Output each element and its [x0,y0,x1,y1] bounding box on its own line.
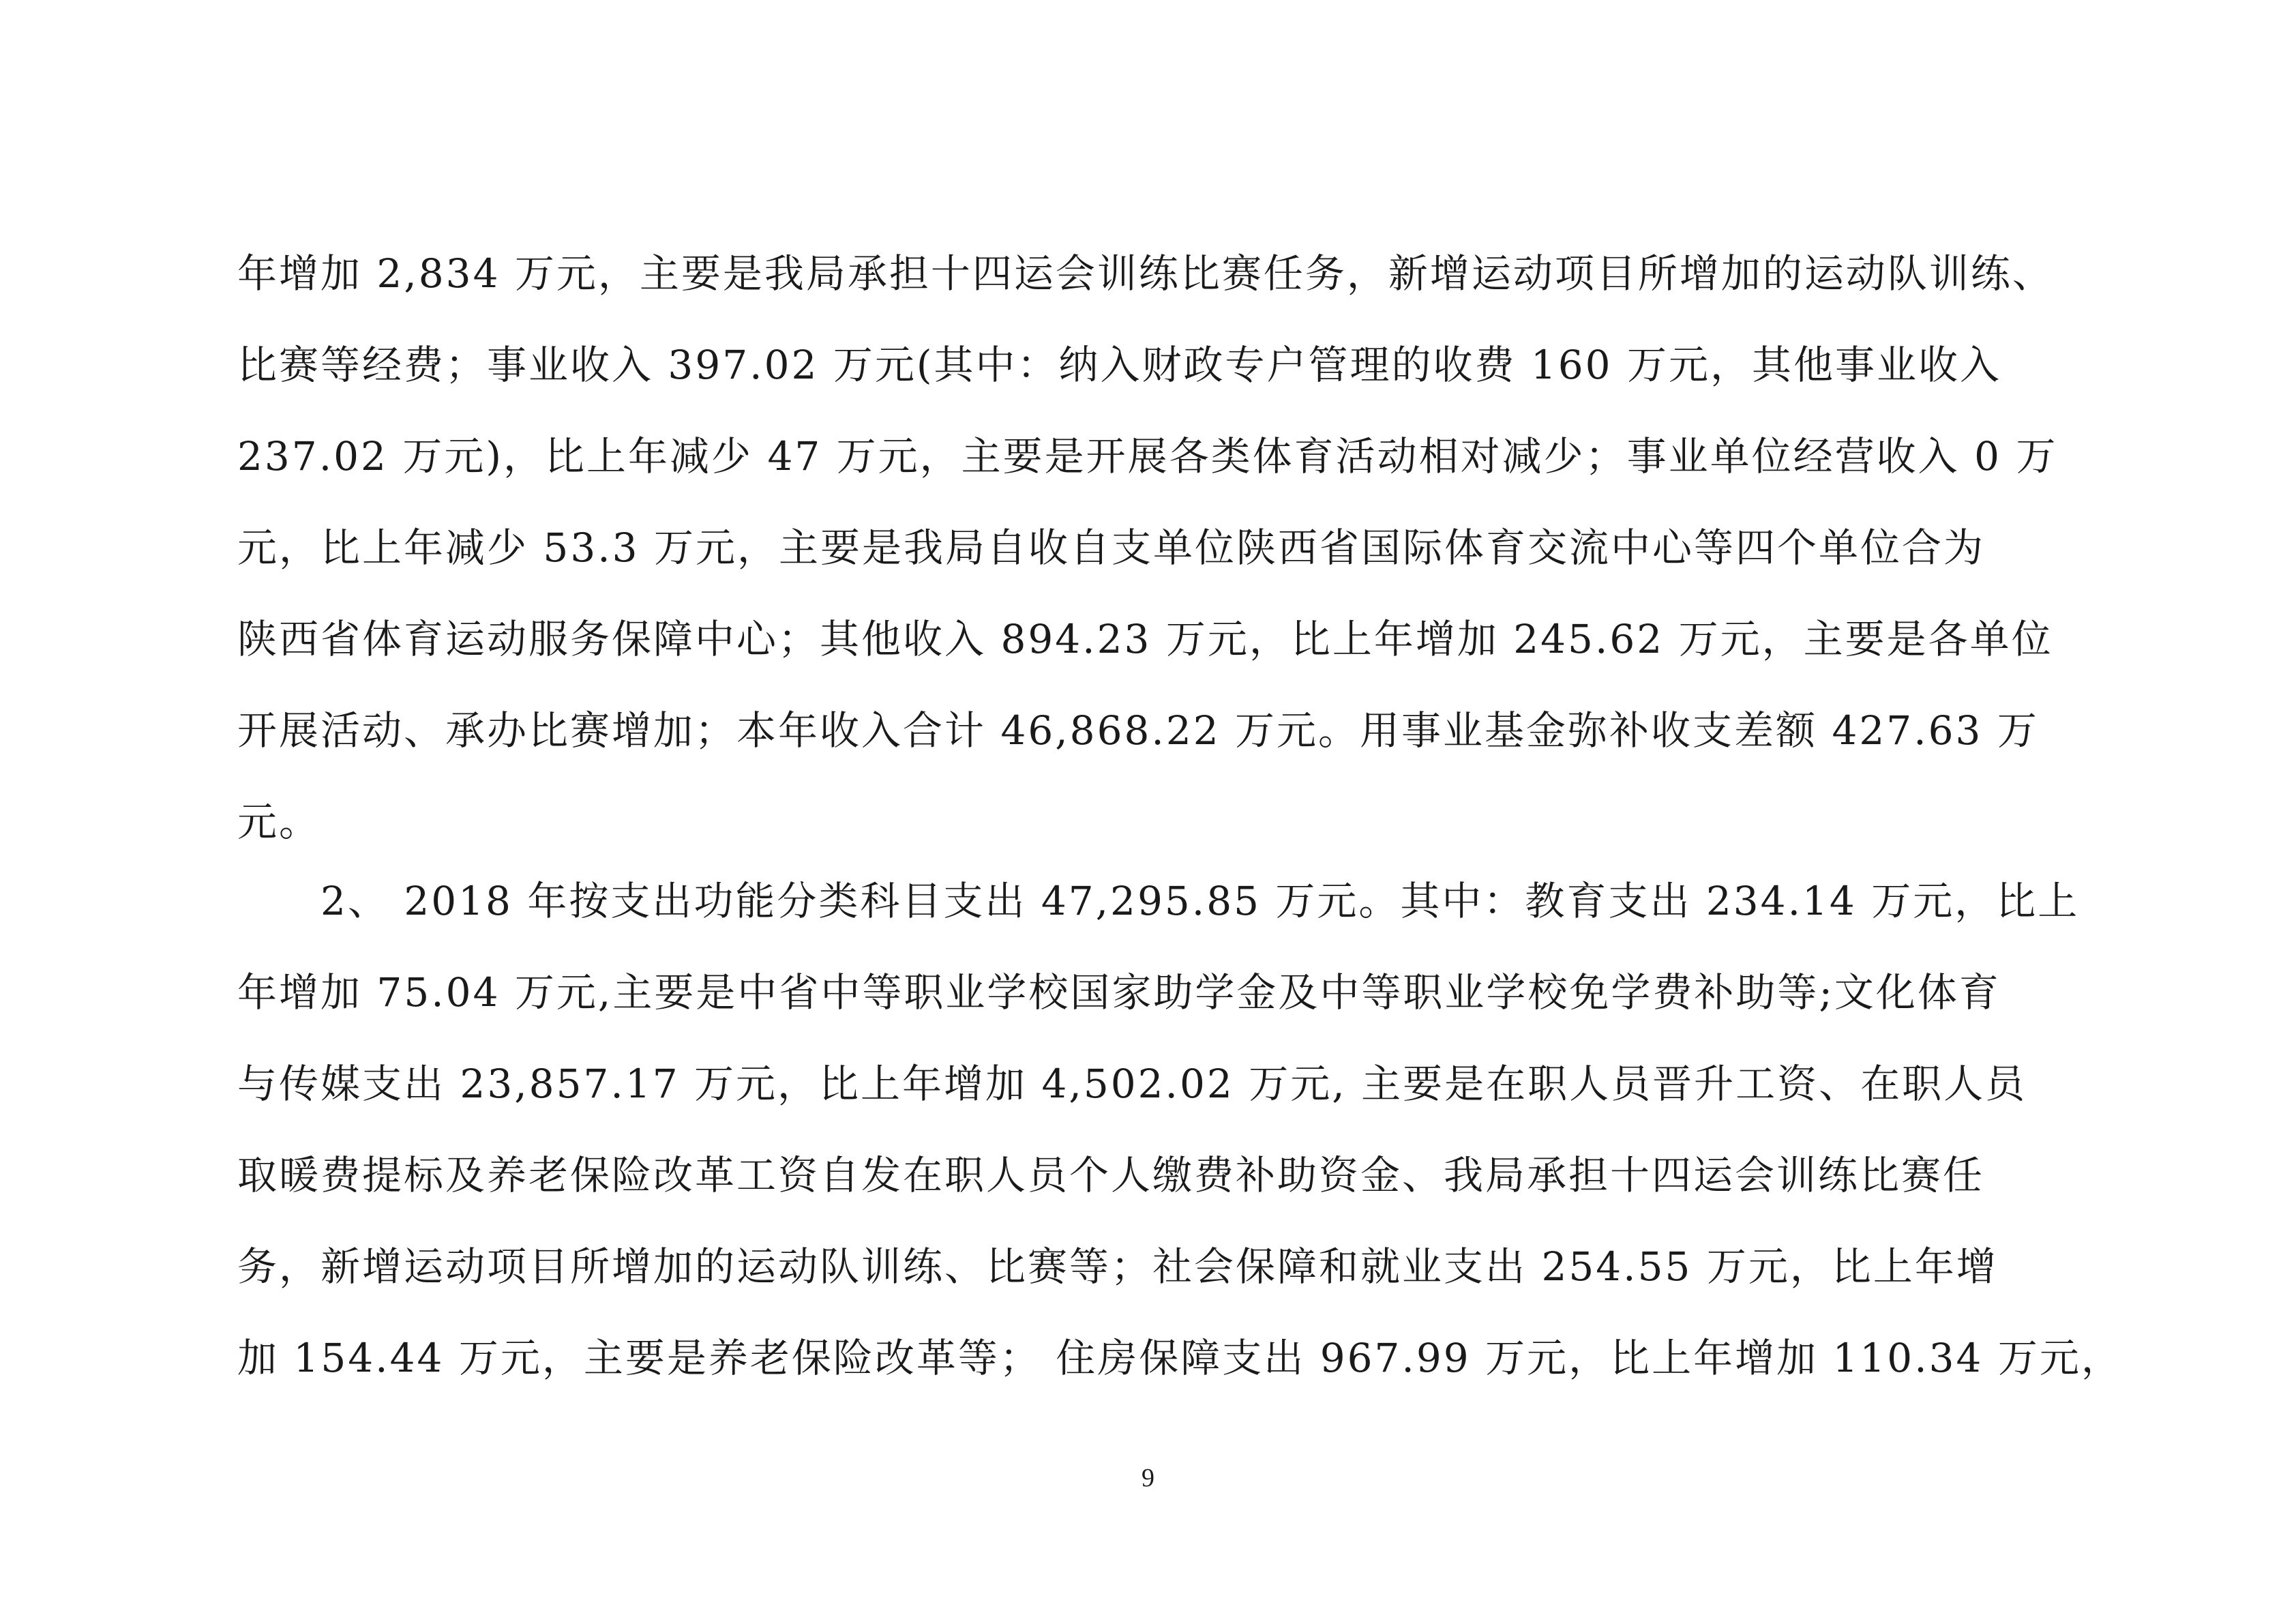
page-number: 9 [1142,1464,1154,1492]
paragraph-line: 陕西省体育运动服务保障中心；其他收入 894.23 万元，比上年增加 245.62 万元，主要是各单位 [237,616,2053,662]
paragraph-line: 加 154.44 万元，主要是养老保险改革等； 住房保障支出 967.99 万元，比上年增加 110.34 万元， [237,1335,2123,1381]
paragraph-line: 2、 2018 年按支出功能分类科目支出 47,295.85 万元。其中：教育支出 234.14 万元，比上 [320,878,2080,924]
paragraph-line: 元。 [237,799,321,845]
paragraph-line: 开展活动、承办比赛增加；本年收入合计 46,868.22 万元。用事业基金弥补收支差额 427.63 万 [237,707,2039,754]
paragraph-line: 元，比上年减少 53.3 万元，主要是我局自收自支单位陕西省国际体育交流中心等四个单位合为 [237,525,1986,571]
paragraph-line: 237.02 万元)，比上年减少 47 万元，主要是开展各类体育活动相对减少；事业单位经营收入 0 万 [237,433,2058,479]
paragraph-line: 年增加 2,834 万元，主要是我局承担十四运会训练比赛任务，新增运动项目所增加的运动队训练、 [237,250,2054,297]
paragraph-line: 取暖费提标及养老保险改革工资自发在职人员个人缴费补助资金、我局承担十四运会训练比赛任 [237,1152,1985,1198]
paragraph-line: 比赛等经费；事业收入 397.02 万元(其中：纳入财政专户管理的收费 160 万元，其他事业收入 [237,342,2002,388]
paragraph-line: 年增加 75.04 万元,主要是中省中等职业学校国家助学金及中等职业学校免学费补助等;文化体育 [237,969,2001,1016]
paragraph-line: 务，新增运动项目所增加的运动队训练、比赛等；社会保障和就业支出 254.55 万元，比上年增 [237,1243,1998,1290]
paragraph-line: 与传媒支出 23,857.17 万元，比上年增加 4,502.02 万元, 主要是在职人员晋升工资、在职人员 [237,1061,2027,1107]
